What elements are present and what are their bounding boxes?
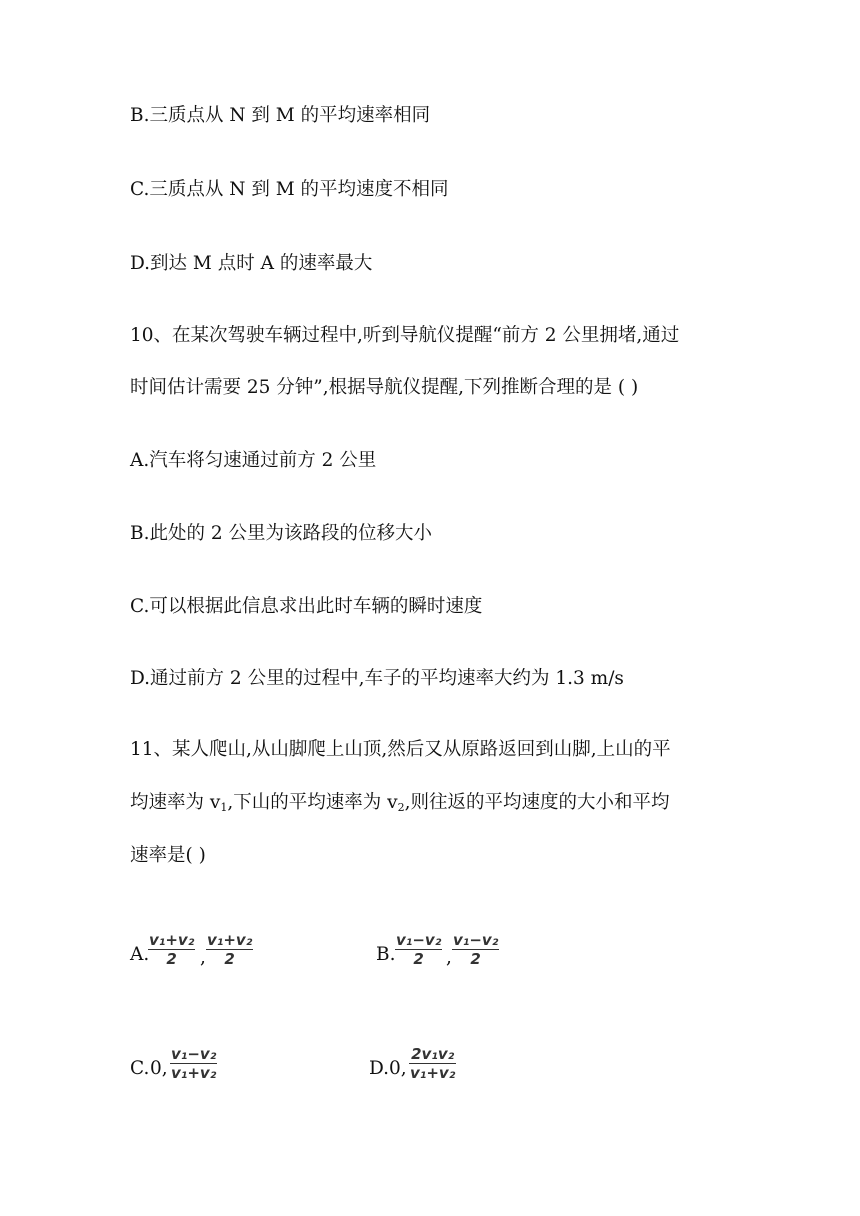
option-b-q9: B.三质点从 N 到 M 的平均速率相同 xyxy=(130,105,431,126)
fraction: $\frac{\text{v₁−v₂}}{\text{v₁+v₂}}$ xyxy=(171,1045,217,1082)
fraction: $\frac{\text{v₁−v₂}}{2}$ xyxy=(396,931,442,968)
option-label: C. xyxy=(130,1058,150,1079)
option-b-q10: B.此处的 2 公里为该路段的位移大小 xyxy=(130,523,433,544)
option-d-q9: D.到达 M 点时 A 的速率最大 xyxy=(130,253,373,274)
option-c-q9: C.三质点从 N 到 M 的平均速度不相同 xyxy=(130,179,449,200)
option-label: A. xyxy=(130,944,150,965)
question-10-line-2: 时间估计需要 25 分钟”,根据导航仪提醒,下列推断合理的是 ( ) xyxy=(130,377,639,398)
option-label: B. xyxy=(376,944,396,965)
fraction: $\frac{\text{v₁+v₂}}{2}$ xyxy=(149,931,195,968)
question-11-line-1: 11、某人爬山,从山脚爬上山顶,然后又从原路返回到山脚,上山的平 xyxy=(130,739,671,760)
option-label: D. xyxy=(369,1058,390,1079)
question-11-line-2: 均速率为 $v_1$,下山的平均速率为 $v_2$,则往返的平均速度的大小和平均 xyxy=(130,792,670,814)
option-d-q10: D.通过前方 2 公里的过程中,车子的平均速率大约为 1.3 m/s xyxy=(130,668,624,689)
fraction: $\frac{\text{v₁−v₂}}{2}$ xyxy=(453,931,499,968)
option-a-q10: A.汽车将匀速通过前方 2 公里 xyxy=(130,450,377,471)
option-c-q10: C.可以根据此信息求出此时车辆的瞬时速度 xyxy=(130,596,483,617)
fraction: $\frac{\text{v₁+v₂}}{2}$ xyxy=(207,931,253,968)
question-11-line-3: 速率是( ) xyxy=(130,845,206,866)
fraction: $\frac{\text{2v₁v₂}}{\text{v₁+v₂}}$ xyxy=(410,1045,456,1082)
question-10-line-1: 10、在某次驾驶车辆过程中,听到导航仪提醒“前方 2 公里拥堵,通过 xyxy=(130,325,680,346)
